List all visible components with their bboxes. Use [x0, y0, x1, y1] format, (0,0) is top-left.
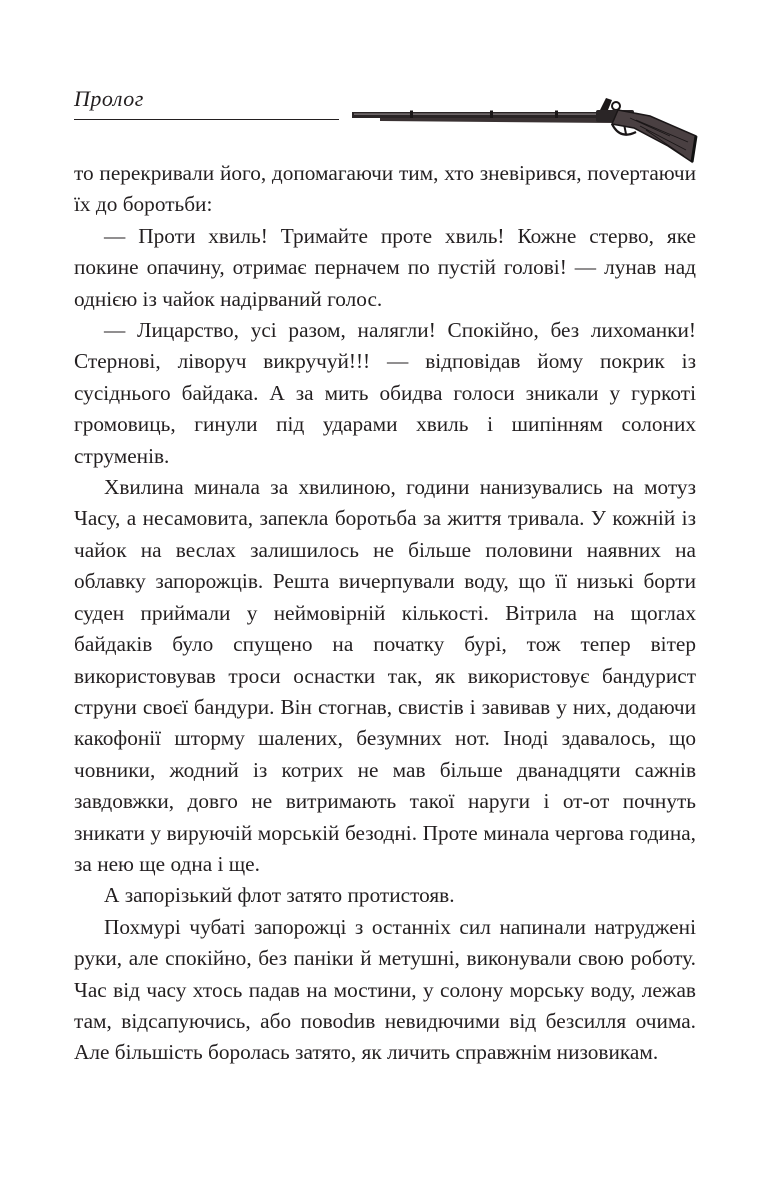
paragraph: — Проти хвиль! Тримайте проте хвиль! Кожне стерво, яке покине опачину, отримає перначем по пустій голові! — лунав над однією із чайок надірваний голос. [74, 223, 696, 311]
running-head: Пролог [74, 86, 144, 111]
paragraph: — Лицарство, усі разом, налягли! Спокійно, без лихоманки! Стернові, ліворуч викручуй!!! — відповідав йому покрик із сусіднього байдака. А за мить обидва голоси зникали у гуркоті громовиць, гинули під ударами хвиль і шипінням солоних струменів. [74, 318, 696, 468]
musket-barrel-highlight [354, 114, 618, 115]
musket-barrel [352, 112, 620, 118]
paragraph: то перекривали його, допомагаючи тим, хто зневірився, поvертаючи їх до боротьби: [74, 161, 696, 217]
page-header [0, 0, 771, 170]
paragraph: Похмурі чубаті запорожці з останніх сил напинали натруджені руки, але спокійно, без паніки й метушні, виконували свою роботу. Час від часу хтось падав на мостини, у солону морську воду, лежав там, відсапуючись, або повоdив невидючими від безсилля очима. Але більшість боролась затято, як личить справжнім низовикам. [74, 914, 696, 1065]
flintlock-musket-icon [350, 96, 700, 166]
body-text [74, 158, 696, 1069]
musket-forestock [380, 118, 612, 123]
musket-hammer [600, 98, 612, 110]
paragraph: А запорізький флот затято протистояв. [104, 883, 455, 908]
paragraph: Хвилина минала за хвилиною, години нанизувались на мотуз Часу, а несамовита, запекла боротьба за життя тривала. У кожній із чайок на веслах залишилось не більше половини наявних на облавку запорожців. Решта вичерпували воду, що її низькі борти суден приймали у неймовірній кількості. Вітрила на щоглах байдаків було спущено на початку бурі, тож тепер вітер використовував троси оснастки так, як використовує бандурист струни своєї бандури. Він стогнав, свистів і завивав у них, додаючи какофонії шторму шалених, безумних нот. Іноді здавалось, що човники, жодний із котрих не мав більше дванадцяти сажнів завдовжки, довго не витримають такої наруги і от-от почнуть зникати у вируючій морській безодні. Проте минала чергова година, за нею ще одна і ще. [74, 475, 696, 876]
musket-frizzen [612, 102, 620, 110]
header-rule [74, 119, 339, 120]
